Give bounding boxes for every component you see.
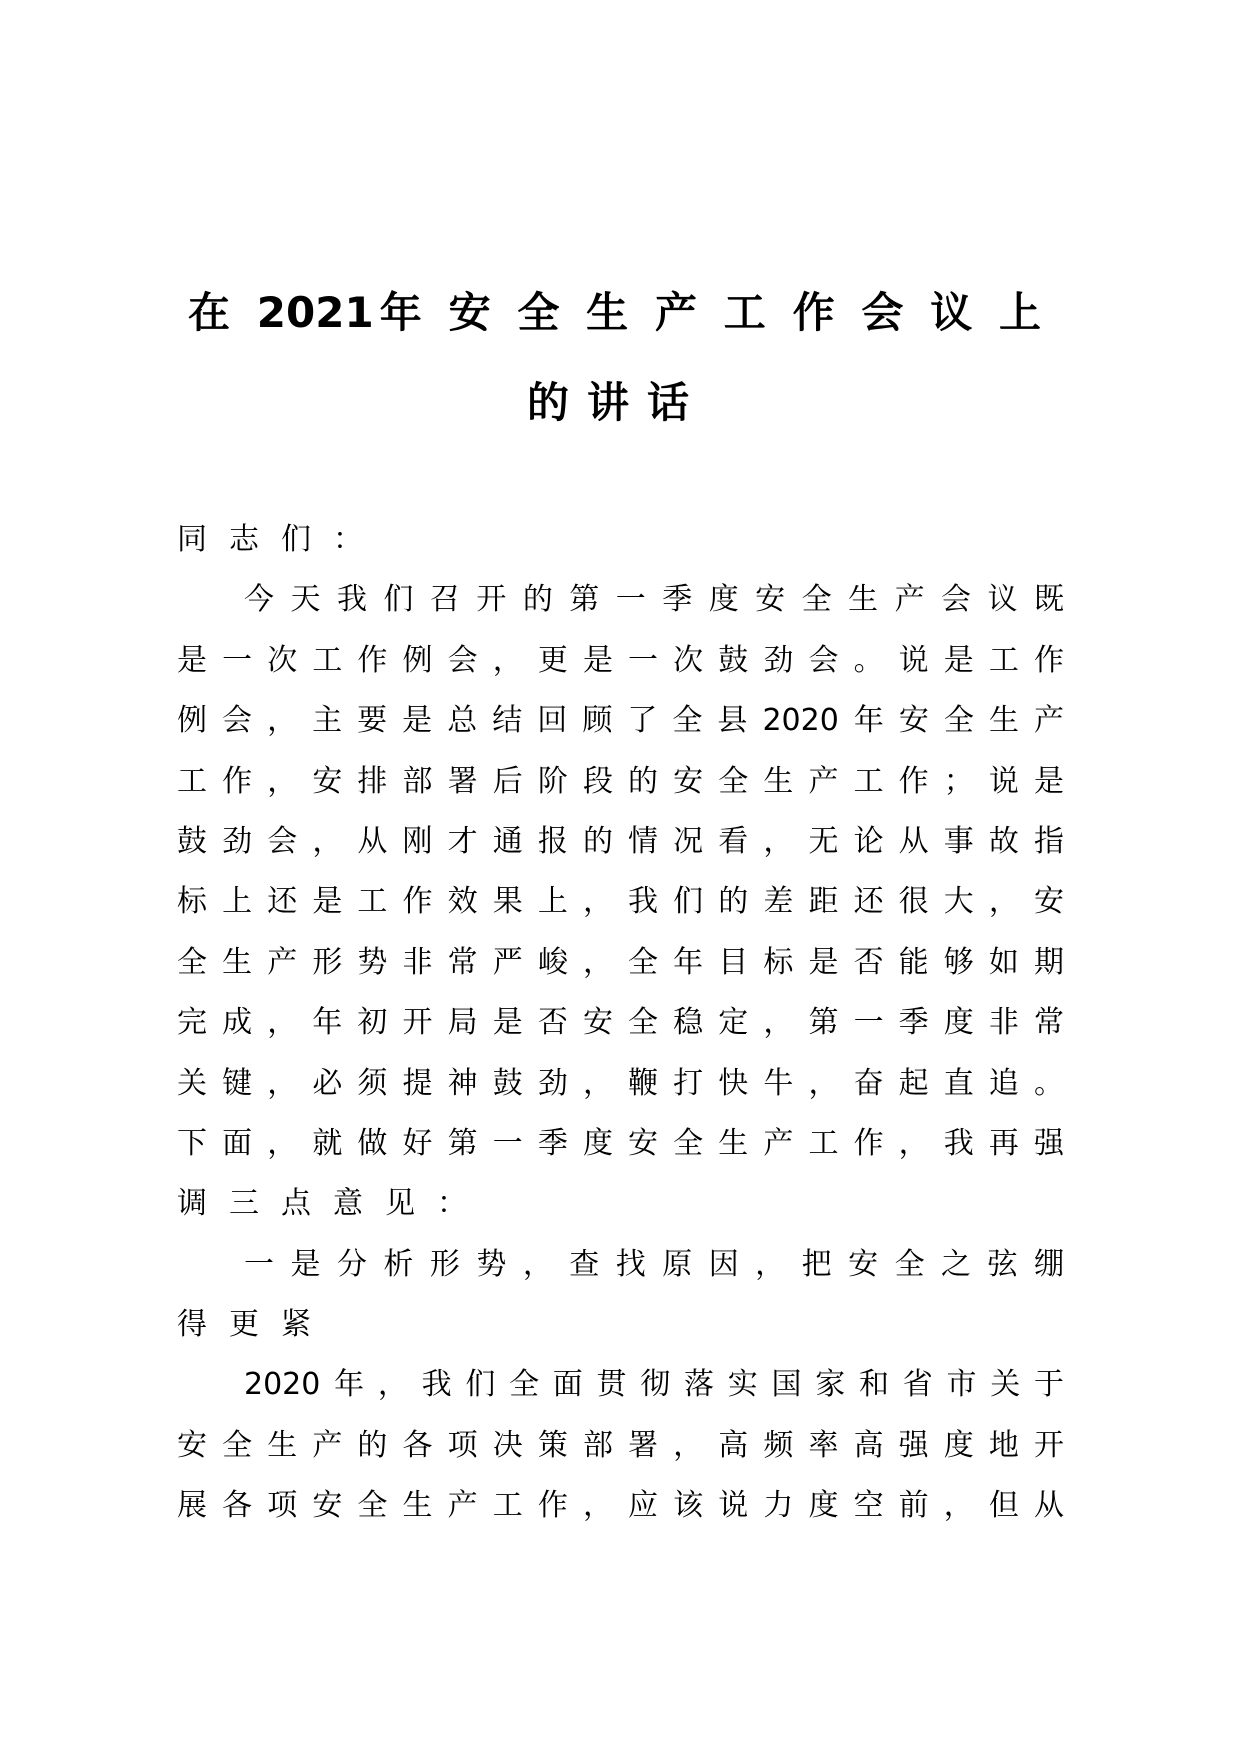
paragraph-line: 鼓劲会，从刚才通报的情况看，无论从事故指 xyxy=(177,823,1064,859)
document-title-line-2: 的讲话 xyxy=(526,378,707,427)
paragraph-line: 下面，就做好第一季度安全生产工作，我再强 xyxy=(177,1125,1064,1161)
paragraph-line: 调三点意见： xyxy=(177,1186,489,1222)
paragraph-line: 全生产形势非常严峻，全年目标是否能够如期 xyxy=(177,944,1064,980)
salutation: 同志们： xyxy=(177,522,385,557)
document-body xyxy=(177,510,1064,1537)
paragraph-line: 安全生产的各项决策部署，高频率高强度地开 xyxy=(177,1427,1064,1463)
paragraph-line: 关键，必须提神鼓劲，鞭打快牛，奋起直追。 xyxy=(177,1065,1064,1101)
section-heading-line: 得更紧 xyxy=(177,1307,333,1343)
paragraph-line: 完成，年初开局是否安全稳定，第一季度非常 xyxy=(177,1005,1064,1041)
paragraph-line: 展各项安全生产工作，应该说力度空前，但从 xyxy=(177,1488,1064,1524)
paragraph-line: 工作，安排部署后阶段的安全生产工作；说是 xyxy=(177,763,1064,799)
paragraph-line: 例会，主要是总结回顾了全县2020年安全生产 xyxy=(177,703,1064,739)
paragraph-line: 标上还是工作效果上，我们的差距还很大，安 xyxy=(177,884,1064,920)
paragraph-line: 2020年，我们全面贯彻落实国家和省市关于 xyxy=(244,1367,1064,1403)
document-title-line-1: 在 2021年 安 全 生 产 工 作 会 议 上 xyxy=(188,288,1041,337)
paragraph-line: 今天我们召开的第一季度安全生产会议既 xyxy=(244,582,1064,618)
section-heading-line: 一是分析形势，查找原因，把安全之弦绷 xyxy=(244,1246,1064,1282)
paragraph-line: 是一次工作例会，更是一次鼓劲会。说是工作 xyxy=(177,642,1064,678)
